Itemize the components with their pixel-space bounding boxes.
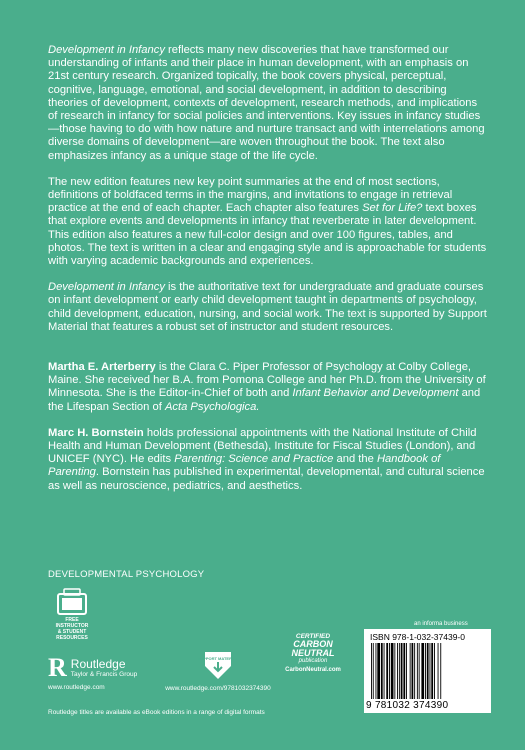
isbn-label: ISBN 978-1-032-37439-0 — [370, 632, 465, 642]
author-name: Marc H. Bornstein — [48, 426, 144, 439]
support-material-icon — [197, 648, 239, 682]
author-bio-2 — [48, 427, 488, 493]
description-paragraph-3 — [48, 281, 488, 334]
journal-title: Infant Behavior and Development — [292, 387, 459, 400]
description-paragraph-2 — [48, 176, 488, 268]
routledge-r-icon: R — [48, 653, 67, 682]
neutral-text: NEUTRAL — [291, 648, 335, 658]
carbon-text: CARBON — [293, 639, 333, 649]
bio-text: and the — [333, 453, 377, 466]
bio-text: . Bornstein has published in experimental, developmental, and cultural science as well as neuroscience, pediatrics, and aesthetics. — [48, 466, 485, 492]
description-text: is the authoritative text for undergraduate and graduate courses on infant development or early child development taught in departments of psychology, child development, education, nursing, and social work. The text is supported by Support Material that features a robust set of instructor and student resources. — [48, 281, 487, 333]
barcode-icon — [370, 643, 485, 699]
description-text: reflects many new discoveries that have transformed our understanding of infants and their place in human development, with an emphasis on 21st century research. Organized topically, the book covers physical, perceptual, cognitive, language, emotional, and social development, in addition to describing theories of development, contexts of development, research methods, and implications of research in infancy for social policies and interventions. Key issues in infancy studies—those having to do with how nature and nurture transact and with interrelations among diverse domains of development—are woven throughout the book. The text also emphasizes infancy as a unique stage of the life cycle. — [48, 44, 485, 162]
back-cover-text — [48, 44, 488, 506]
description-paragraph-1 — [48, 44, 488, 163]
support-badge-text: SUPPORT MATERIAL — [197, 656, 239, 661]
publisher-url: www.routledge.com — [48, 684, 105, 691]
book-stack-icon — [54, 588, 90, 616]
badge-line: & STUDENT — [57, 629, 87, 635]
book-title: Development in Infancy — [48, 44, 165, 56]
bio-text: holds professional appointments with the National Institute of Child Health and Human Development (Bethesda), Institute for Fiscal Studies (London), and UNICEF (NYC). He edits — [48, 426, 477, 466]
bio-text: and the Lifespan Section of — [48, 387, 481, 413]
description-text: The new edition features new key point summaries at the end of most sections, definitions of boldfaced terms in the margins, and invitations to engage in retrieval practice at the end of each chapter. Each chapter also features — [48, 175, 453, 215]
carbon-url: CarbonNeutral.com — [285, 667, 341, 673]
book-title: Development in Infancy — [48, 281, 165, 294]
badge-line: FREE — [65, 617, 79, 623]
carbon-certified-text: CERTIFIED — [295, 633, 331, 640]
author-bio-1 — [48, 361, 488, 414]
support-material-badge — [163, 648, 273, 692]
feature-box-title: Set for Life? — [362, 202, 423, 215]
author-name: Martha E. Arterberry — [48, 361, 156, 374]
publication-text: publication — [298, 658, 328, 664]
support-material-url: www.routledge.com/9781032374390 — [165, 685, 271, 692]
publisher-logo — [48, 655, 137, 681]
badge-line: INSTRUCTOR — [55, 623, 89, 629]
isbn-digits: 9 781032 374390 — [366, 700, 449, 711]
carbon-neutral-logo — [283, 633, 343, 674]
ebook-notice: Routledge titles are available as eBook editions in a range of digital formats — [48, 709, 265, 716]
free-resources-badge — [48, 588, 96, 641]
isbn-barcode — [364, 629, 491, 713]
journal-title: Handbook of Parenting — [48, 453, 441, 479]
informa-business-text: an informa business — [414, 621, 468, 627]
journal-title: Acta Psychologica. — [164, 400, 260, 413]
journal-title: Parenting: Science and Practice — [174, 453, 334, 466]
bio-text: is the Clara C. Piper Professor of Psychology at Colby College, Maine. She received her B.A. from Pomona College and her Ph.D. from the University of Minnesota. She is the Editor-in-Chief of both and — [48, 361, 486, 400]
badge-line: RESOURCES — [56, 635, 88, 641]
description-text: text boxes that explore events and developments in infancy that reverberate in later development. This edition also features a new full-color design and over 100 figures, tables, and photos. The text is written in a clear and engaging style and is approachable for students with varying academic backgrounds and experiences. — [48, 202, 487, 268]
publisher-subtitle: Taylor & Francis Group — [70, 670, 138, 678]
publisher-name: Routledge — [70, 656, 126, 671]
subject-category: DEVELOPMENTAL PSYCHOLOGY — [48, 569, 205, 580]
